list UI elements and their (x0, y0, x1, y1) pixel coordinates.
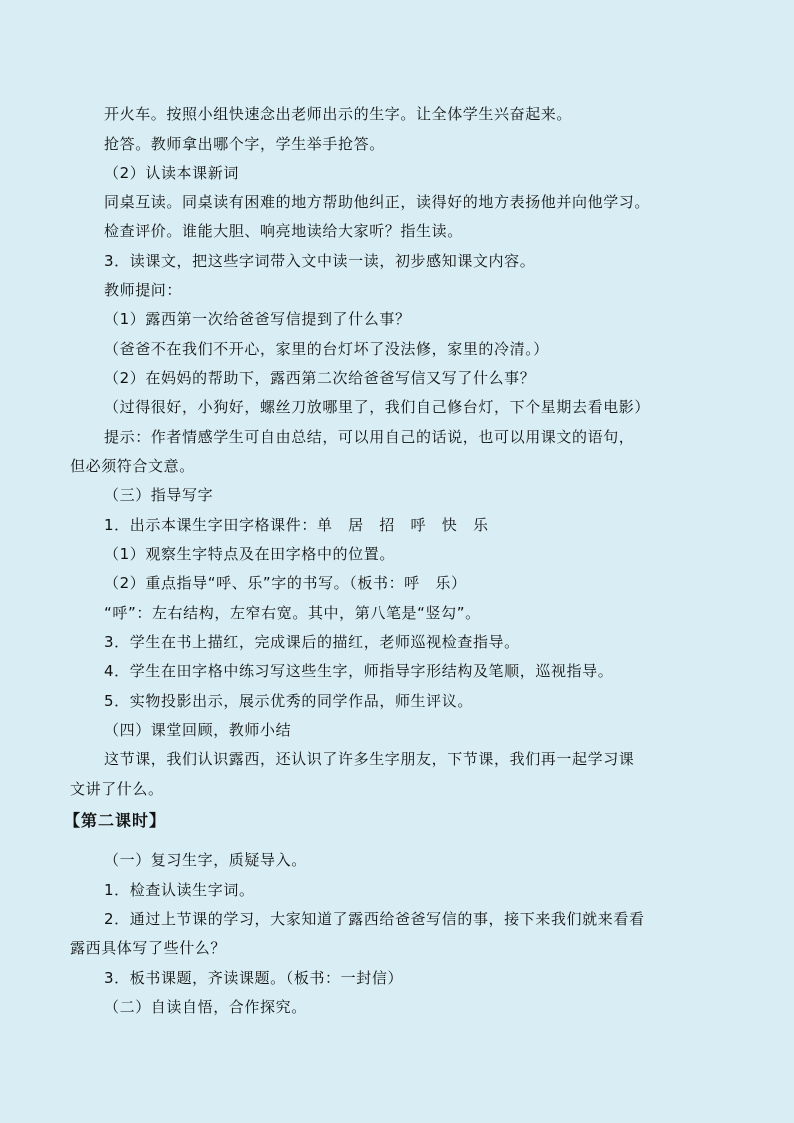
subheading-line: （二）自读自悟，合作探究。 (104, 998, 307, 1016)
subheading-line: （三）指导写字 (104, 486, 214, 504)
subheading-line: （一）复习生字，质疑导入。 (104, 851, 307, 869)
subheading-line: （四）课堂回顾，教师小结 (104, 721, 292, 739)
section-heading: 【第二课时】 (64, 811, 167, 830)
paragraph-line: 3．板书课题，齐读课题。（板书：一封信） (104, 969, 404, 987)
paragraph-line: 4．学生在田字格中练习写这些生字，师指导字形结构及笔顺，巡视指导。 (104, 662, 614, 680)
paragraph-line: 1．检查认读生字词。 (104, 881, 255, 899)
paragraph-line: 3．读课文，把这些字词带入文中读一读，初步感知课文内容。 (104, 252, 536, 270)
paragraph-line: 检查评价。谁能大胆、响亮地读给大家听？指生读。 (104, 222, 463, 240)
paragraph-line: 开火车。按照小组快速念出老师出示的生字。让全体学生兴奋起来。 (104, 105, 573, 123)
paragraph-line: （2）重点指导“呼、乐”字的书写。（板书：呼 乐） (104, 574, 467, 592)
paragraph-line: 同桌互读。同桌读有困难的地方帮助他纠正，读得好的地方表扬他并向他学习。 (104, 193, 651, 211)
paragraph-line: 这节课，我们认识露西，还认识了许多生字朋友，下节课，我们再一起学习课 (104, 750, 635, 768)
paragraph-line: 但必须符合文意。 (70, 457, 195, 475)
paragraph-line: （过得很好，小狗好，螺丝刀放哪里了，我们自己修台灯，下个星期去看电影） (104, 398, 651, 416)
paragraph-line: （爸爸不在我们不开心，家里的台灯坏了没法修，家里的冷清。） (104, 340, 549, 358)
subheading-line: （2）认读本课新词 (104, 164, 239, 182)
paragraph-line: 5．实物投影出示，展示优秀的同学作品，师生评议。 (104, 692, 473, 710)
paragraph-line: （1）露西第一次给爸爸写信提到了什么事？ (104, 310, 411, 328)
paragraph-line: （2）在妈妈的帮助下，露西第二次给爸爸写信又写了什么事？ (104, 369, 536, 387)
paragraph-line: 抢答。教师拿出哪个字，学生举手抢答。 (104, 135, 385, 153)
paragraph-line: （1）观察生字特点及在田字格中的位置。 (104, 545, 395, 563)
paragraph-line: 文讲了什么。 (70, 780, 164, 798)
paragraph-line: “呼”：左右结构，左窄右宽。其中，第八笔是“竖勾”。 (104, 604, 481, 622)
paragraph-line: 1．出示本课生字田字格课件：单 居 招 呼 快 乐 (104, 516, 489, 534)
paragraph-line: 2．通过上节课的学习，大家知道了露西给爸爸写信的事，接下来我们就来看看 (104, 910, 645, 928)
paragraph-line: 教师提问： (104, 281, 183, 299)
paragraph-line: 3．学生在书上描红，完成课后的描红，老师巡视检查指导。 (104, 633, 520, 651)
paragraph-line: 露西具体写了些什么？ (70, 939, 227, 957)
paragraph-line: 提示：作者情感学生可自由总结，可以用自己的话说，也可以用课文的语句， (104, 428, 635, 446)
